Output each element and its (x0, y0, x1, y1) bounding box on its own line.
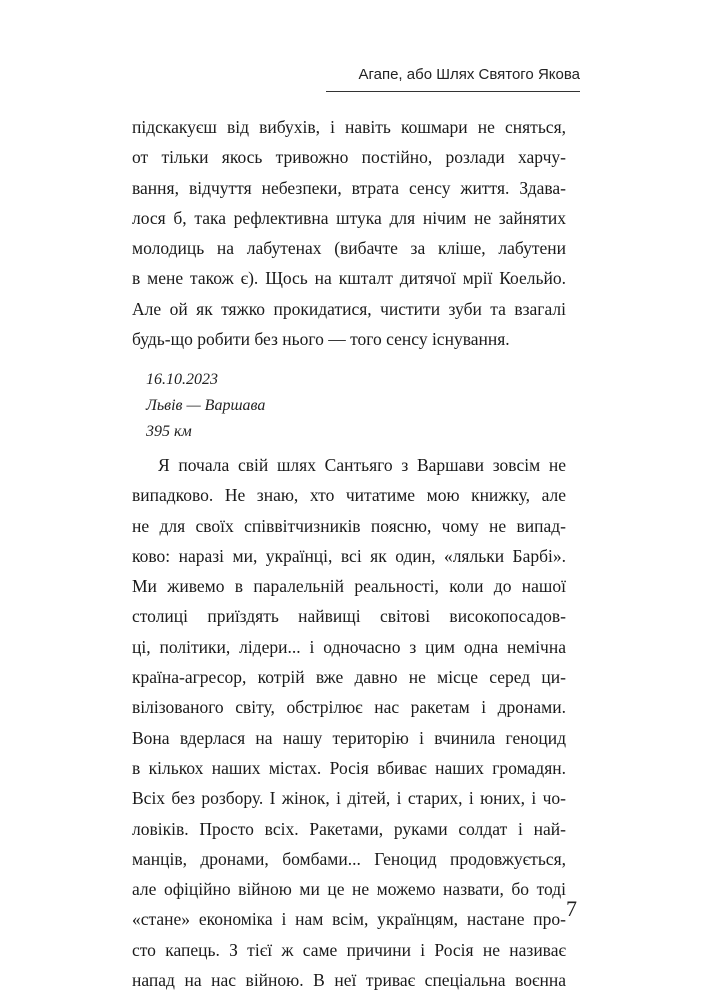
entry-date: 16.10.2023 (146, 371, 218, 388)
text-line: Але ой як тяжко прокидатися, чистити зуби та взагалі (132, 298, 566, 319)
text-line: Я почала свій шлях Сантьяго з Варшави зовсім не (158, 455, 566, 475)
text-line: напад на нас війною. В неї триває спеціальна воєнна (132, 970, 566, 991)
diary-entry-meta (146, 367, 265, 445)
text-line: в мене також є). Щось на кшталт дитячої мрії Коельйо. (132, 268, 566, 289)
text-line: в кількох наших містах. Росія вбиває наших громадян. (132, 757, 566, 778)
text-line: підскакуєш від вибухів, і навіть кошмари не сняться, (132, 117, 566, 137)
text-line: але офіційно війною ми це не можемо назвати, бо тоді (132, 879, 566, 900)
page-number: 7 (566, 896, 577, 921)
text-line: ловіків. Просто всіх. Ракетами, руками солдат і най- (132, 818, 566, 839)
paragraph-1 (132, 112, 566, 354)
text-line: ково: наразі ми, українці, всі як один, «ляльки Барбі». (132, 545, 566, 566)
entry-route: Львів — Варшава (146, 397, 266, 414)
entry-distance: 395 км (146, 423, 192, 440)
text-line: сто капець. З тієї ж саме причини і Росія не називає (132, 939, 566, 960)
text-line: лося б, така рефлективна штука для нічим не зайнятих (132, 207, 566, 228)
text-line: Вона вдерлася на нашу територію і вчинила геноцид (132, 727, 566, 748)
text-line: країна-агресор, котрій вже давно не місце серед ци- (132, 667, 566, 688)
text-line: Ми живемо в паралельній реальності, коли до нашої (132, 576, 566, 597)
text-line: ці, політики, лідери... і одночасно з цим одна немічна (132, 636, 566, 657)
text-line: от тільки якось тривожно постійно, розлади харчу- (132, 147, 566, 168)
text-line: вілізованого світу, обстрілює нас ракетам і дронами. (132, 697, 566, 718)
header-rule (326, 91, 580, 92)
text-line: «стане» економіка і нам всім, українцям, настане про- (132, 909, 566, 930)
text-line: молодиць на лабутенах (вибачте за кліше, лабутени (132, 238, 566, 259)
running-header-title: Агапе, або Шлях Святого Якова (358, 66, 580, 83)
text-line: будь-що робити без нього — того сенсу існування. (132, 329, 510, 350)
text-line: випадково. Не знаю, хто читатиме мою книжку, але (132, 485, 566, 506)
text-line: вання, відчуття небезпеки, втрата сенсу життя. Здава- (132, 177, 566, 198)
text-line: манців, дронами, бомбами... Геноцид продовжується, (132, 848, 566, 869)
text-line: столиці приїздять найвищі світові високопосадов- (132, 606, 566, 627)
paragraph-2 (132, 450, 566, 995)
text-line: Всіх без розбору. І жінок, і дітей, і старих, і юних, і чо- (132, 788, 566, 809)
text-line: не для своїх співвітчизників поясню, чому не випад- (132, 515, 566, 536)
